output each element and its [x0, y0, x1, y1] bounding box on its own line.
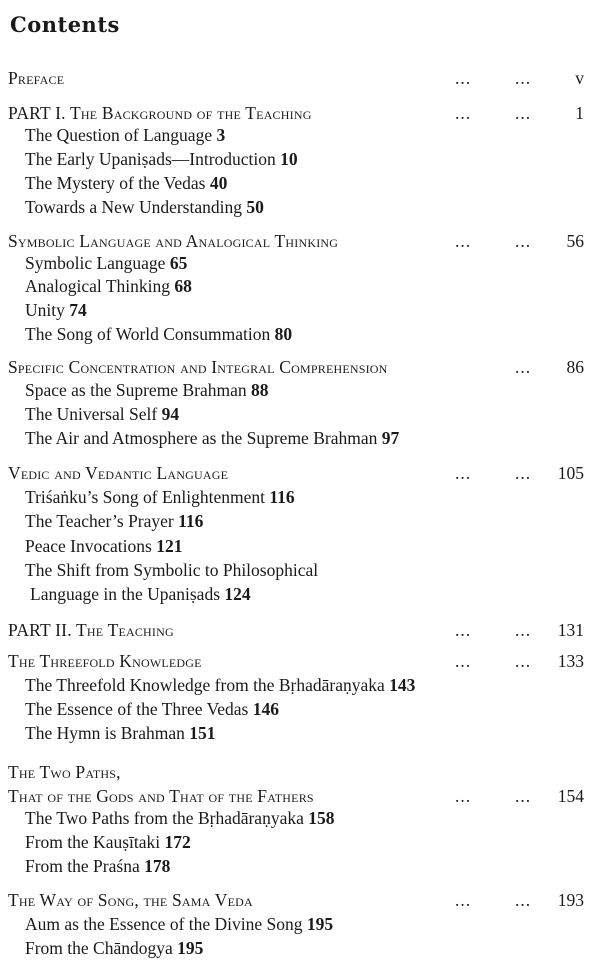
toc-entry-title: The Threefold Knowledge from the Bṛhadāraṇyaka 143	[25, 675, 416, 695]
toc-entry-universal-self	[0, 402, 600, 426]
toc-entry-language-upanisads	[0, 582, 600, 606]
leader-dots: ...	[515, 68, 532, 88]
toc-entry-teachers-prayer	[0, 509, 600, 533]
toc-entry-threefold-brhadaranyaka	[0, 673, 600, 697]
toc-entry-aum-essence	[0, 912, 600, 936]
toc-entry-title: Triśaṅku’s Song of Enlightenment 116	[25, 487, 295, 507]
toc-entry-new-understanding	[0, 195, 600, 219]
leader-dots: ...	[515, 651, 532, 671]
toc-entry-song-world-consummation	[0, 322, 600, 346]
toc-entry-page: 143	[384, 675, 416, 695]
toc-entry-page-number: 1	[575, 103, 584, 123]
leader-dots: ...	[515, 620, 532, 640]
toc-entry-title: Towards a New Understanding 50	[25, 197, 264, 217]
toc-entry-title: From the Chāndogya 195	[25, 938, 204, 958]
toc-entry-page: 10	[275, 149, 298, 169]
toc-entry-title: Analogical Thinking 68	[25, 276, 192, 296]
toc-entry-title: The Air and Atmosphere as the Supreme Brahman 97	[25, 428, 400, 448]
toc-entry-page: 146	[248, 699, 279, 719]
toc-entry-chandogya	[0, 936, 600, 960]
toc-entry-page: 151	[184, 723, 216, 743]
toc-entry-page-number: v	[575, 68, 584, 88]
toc-entry-title: Unity 74	[25, 300, 87, 320]
toc-entry-unity	[0, 298, 600, 322]
toc-entry-title: Preface	[8, 68, 65, 88]
toc-entry-peace-invocations	[0, 534, 600, 558]
toc-entry-page-number: 105	[557, 463, 584, 483]
leader-dots: ...	[515, 463, 532, 483]
toc-entry-title: The Threefold Knowledge	[8, 651, 202, 671]
toc-entry-page: 124	[220, 584, 251, 604]
toc-entry-hymn-brahman	[0, 721, 600, 745]
toc-entry-two-paths-a	[0, 760, 600, 784]
toc-entry-page: 116	[173, 511, 204, 531]
toc-entry-page-number: 193	[557, 890, 584, 910]
leader-dots: ...	[455, 651, 472, 671]
toc-entry-preface	[0, 66, 600, 90]
toc-entry-title: Space as the Supreme Brahman 88	[25, 380, 269, 400]
toc-entry-title: That of the Gods and That of the Fathers	[8, 786, 314, 806]
toc-entry-title: The Question of Language 3	[25, 125, 226, 145]
toc-entry-title: Symbolic Language and Analogical Thinking	[8, 231, 339, 251]
toc-entry-essence-three-vedas	[0, 697, 600, 721]
toc-entry-two-paths-brhadaranyaka	[0, 806, 600, 830]
toc-entry-page-number: 56	[566, 231, 584, 251]
toc-entry-title: PART I. The Background of the Teaching	[8, 103, 312, 123]
toc-entry-space-supreme-brahman	[0, 378, 600, 402]
toc-entry-air-atmosphere	[0, 426, 600, 450]
toc-entry-title: The Universal Self 94	[25, 404, 180, 424]
toc-entry-page-number: 133	[557, 651, 584, 671]
toc-entry-mystery-vedas	[0, 171, 600, 195]
toc-entry-prasna	[0, 854, 600, 878]
toc-entry-page: 97	[377, 428, 400, 448]
toc-entry-page: 195	[172, 938, 204, 958]
page-title: Contents	[10, 12, 120, 37]
leader-dots: ...	[455, 68, 472, 88]
toc-entry-title: PART II. The Teaching	[8, 620, 174, 640]
leader-dots: ...	[515, 890, 532, 910]
toc-entry-title: The Shift from Symbolic to Philosophical	[25, 560, 319, 580]
toc-entry-title: The Early Upaniṣads—Introduction 10	[25, 149, 298, 169]
toc-entry-title: The Hymn is Brahman 151	[25, 723, 216, 743]
toc-entry-title: Vedic and Vedantic Language	[8, 463, 229, 483]
toc-entry-page: 158	[303, 808, 335, 828]
toc-entry-part1	[0, 101, 600, 125]
toc-entry-title: Peace Invocations 121	[25, 536, 183, 556]
toc-entry-title: The Way of Song, the Sama Veda	[8, 890, 253, 910]
toc-entry-page: 88	[246, 380, 269, 400]
toc-entry-page: 80	[270, 324, 293, 344]
toc-entry-way-of-song	[0, 888, 600, 912]
toc-entry-analogical-thinking	[0, 274, 600, 298]
toc-entry-page-number: 86	[566, 357, 584, 377]
toc-entry-page: 178	[139, 856, 171, 876]
toc-entry-specific-concentration	[0, 355, 600, 379]
toc-entry-kausitaki	[0, 830, 600, 854]
toc-entry-page: 65	[165, 253, 188, 273]
leader-dots: ...	[515, 786, 532, 806]
toc-entry-vedic-vedantic	[0, 461, 600, 485]
leader-dots: ...	[455, 231, 472, 251]
toc-entry-early-upanisads	[0, 147, 600, 171]
toc-entry-page: 116	[264, 487, 295, 507]
toc-entry-title: The Song of World Consummation 80	[25, 324, 293, 344]
toc-entry-title: From the Praśna 178	[25, 856, 171, 876]
toc-entry-title: The Teacher’s Prayer 116	[25, 511, 204, 531]
toc-entry-title: The Two Paths,	[8, 762, 121, 782]
toc-entry-page-number: 154	[557, 786, 584, 806]
leader-dots: ...	[455, 890, 472, 910]
toc-entry-title: The Essence of the Three Vedas 146	[25, 699, 279, 719]
toc-entry-title: The Mystery of the Vedas 40	[25, 173, 228, 193]
toc-entry-page: 68	[170, 276, 192, 296]
leader-dots: ...	[455, 620, 472, 640]
leader-dots: ...	[515, 231, 532, 251]
toc-entry-page: 40	[205, 173, 228, 193]
toc-entry-page-number: 131	[557, 620, 584, 640]
toc-entry-threefold-knowledge	[0, 649, 600, 673]
toc-entry-title: From the Kauṣītaki 172	[25, 832, 191, 852]
leader-dots: ...	[455, 786, 472, 806]
toc-entry-page: 195	[302, 914, 334, 934]
toc-entry-page: 172	[160, 832, 191, 852]
toc-entry-symbolic-language-analogical	[0, 229, 600, 253]
leader-dots: ...	[515, 103, 532, 123]
toc-entry-page: 74	[64, 300, 87, 320]
toc-entry-page: 121	[151, 536, 183, 556]
toc-entry-title: Aum as the Essence of the Divine Song 195	[25, 914, 334, 934]
toc-entry-symbolic-language	[0, 251, 600, 275]
toc-entry-page: 50	[241, 197, 264, 217]
toc-entry-page: 94	[157, 404, 180, 424]
leader-dots: ...	[455, 463, 472, 483]
toc-entry-title: Symbolic Language 65	[25, 253, 188, 273]
toc-entry-part2	[0, 618, 600, 642]
toc-entry-title: Specific Concentration and Integral Comprehension	[8, 357, 388, 377]
toc-entry-question-of-language	[0, 123, 600, 147]
toc-entry-trisanku-song	[0, 485, 600, 509]
toc-entry-title: The Two Paths from the Bṛhadāraṇyaka 158	[25, 808, 335, 828]
leader-dots: ...	[515, 357, 532, 377]
toc-entry-title: Language in the Upaniṣads 124	[30, 584, 251, 604]
toc-entry-page: 3	[212, 125, 226, 145]
toc-entry-two-paths-b	[0, 784, 600, 808]
leader-dots: ...	[455, 103, 472, 123]
toc-entry-shift-symbolic	[0, 558, 600, 582]
